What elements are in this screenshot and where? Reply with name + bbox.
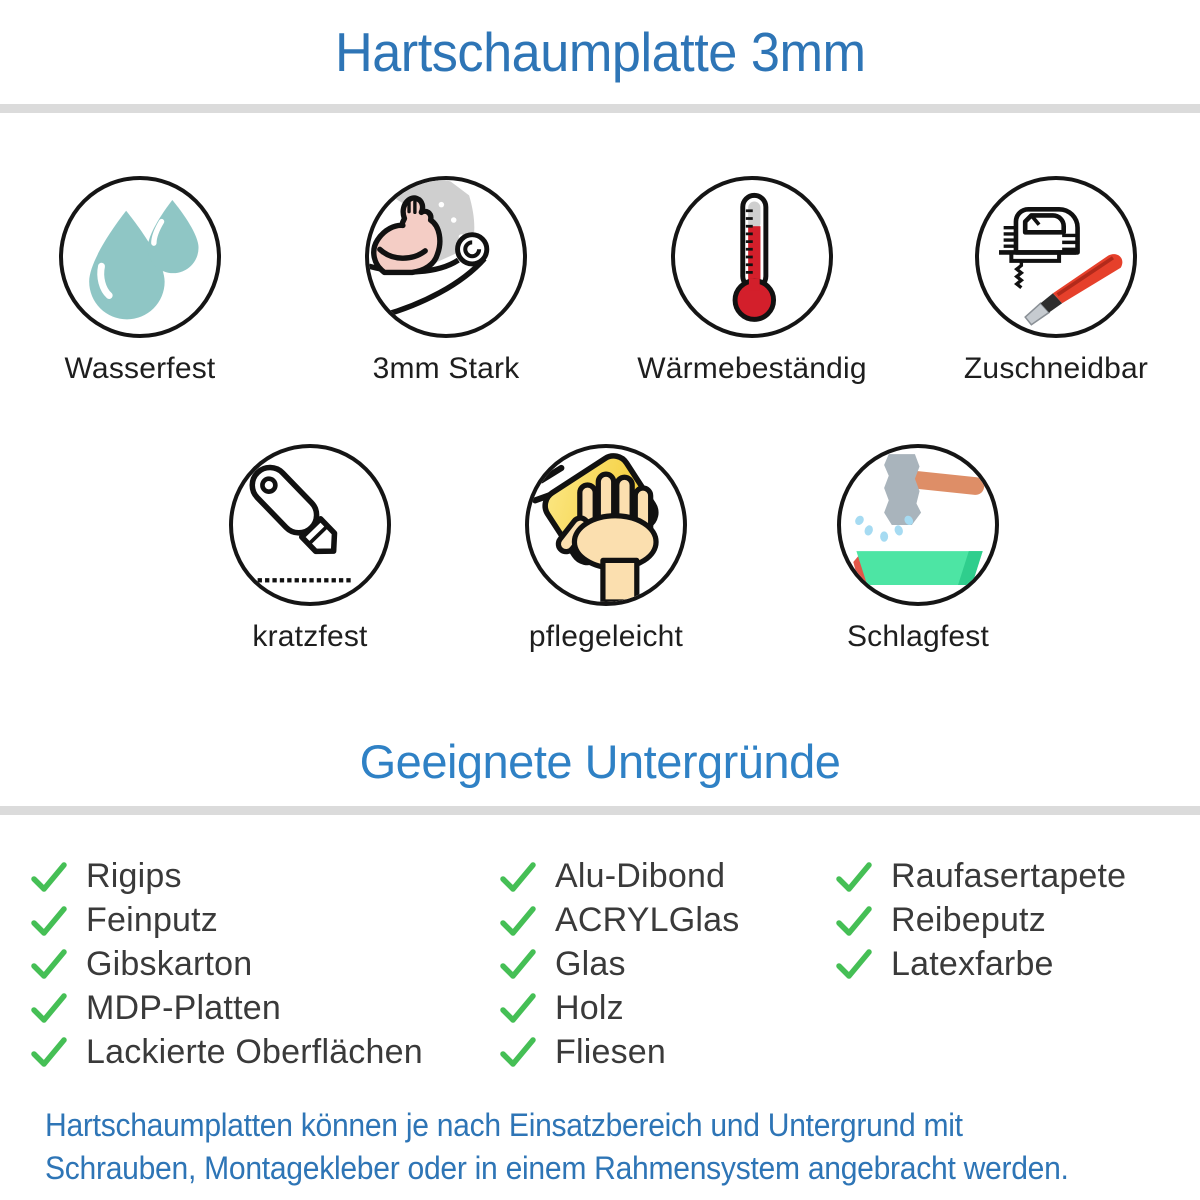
substrate-label: ACRYLGlas <box>555 901 740 940</box>
substrate-label: Lackierte Oberflächen <box>86 1032 423 1071</box>
hammer-impact-icon <box>837 444 999 606</box>
feature-zuschneidbar <box>906 176 1200 386</box>
substrate-label: Latexfarbe <box>891 944 1054 983</box>
list-item <box>833 943 1126 987</box>
feature-label: pflegeleicht <box>528 620 684 653</box>
page-title-text: Hartschaumplatte 3mm <box>334 21 866 83</box>
feature-label: Schlagfest <box>846 620 990 653</box>
feature-wasserfest <box>0 176 290 386</box>
substrate-label: Fliesen <box>555 1032 667 1071</box>
check-icon <box>833 859 875 895</box>
list-item <box>497 943 739 987</box>
feature-waermebestaendig <box>602 176 902 386</box>
utility-knife-icon <box>229 444 391 606</box>
list-item <box>28 1030 423 1074</box>
feature-label: Zuschneidbar <box>963 352 1149 385</box>
thermometer-icon <box>671 176 833 338</box>
check-icon <box>28 990 70 1026</box>
substrate-column-2 <box>497 855 739 1074</box>
list-item <box>833 899 1126 943</box>
substrate-label: Rigips <box>86 857 182 896</box>
substrate-label: Holz <box>555 988 624 1027</box>
jigsaw-and-knife-icon <box>975 176 1137 338</box>
feature-kratzfest <box>160 444 460 654</box>
check-icon <box>28 1034 70 1070</box>
list-item <box>28 986 423 1030</box>
list-item <box>28 855 423 899</box>
substrate-label: Reibeputz <box>891 901 1046 940</box>
substrate-label: Glas <box>555 944 626 983</box>
feature-label: Wasserfest <box>64 352 216 385</box>
footer-line-1: Hartschaumplatten können je nach Einsatzbereich und Untergrund mit <box>45 1107 963 1143</box>
list-item <box>497 855 739 899</box>
strong-arm-icon <box>365 176 527 338</box>
list-item <box>833 855 1126 899</box>
divider-middle <box>0 806 1200 815</box>
feature-label: kratzfest <box>252 620 368 653</box>
feature-schlagfest <box>768 444 1068 654</box>
list-item <box>497 986 739 1030</box>
page-title <box>0 20 1200 84</box>
substrate-label: Gibskarton <box>86 944 253 983</box>
substrate-label: Raufasertapete <box>891 857 1127 896</box>
list-item <box>497 899 739 943</box>
check-icon <box>833 903 875 939</box>
list-item <box>28 899 423 943</box>
list-item <box>497 1030 739 1074</box>
check-icon <box>497 903 539 939</box>
check-icon <box>833 946 875 982</box>
footer-line-2: Schrauben, Montagekleber oder in einem Rahmensystem angebracht werden. <box>45 1150 1069 1186</box>
feature-label: 3mm Stark <box>372 352 520 385</box>
substrate-label: MDP-Platten <box>86 988 281 1027</box>
check-icon <box>28 946 70 982</box>
check-icon <box>497 859 539 895</box>
substrate-label: Alu-Dibond <box>555 857 726 896</box>
check-icon <box>497 1034 539 1070</box>
check-icon <box>497 990 539 1026</box>
divider-top <box>0 104 1200 113</box>
water-drops-icon <box>59 176 221 338</box>
feature-label: Wärmebeständig <box>637 352 867 385</box>
check-icon <box>28 859 70 895</box>
footer-note <box>45 1104 1069 1190</box>
feature-3mm-stark <box>296 176 596 386</box>
substrate-column-1 <box>28 855 423 1074</box>
section-title: Geeignete Untergründe <box>359 735 841 788</box>
check-icon <box>497 946 539 982</box>
list-item <box>28 943 423 987</box>
substrate-label: Feinputz <box>86 901 219 940</box>
cleaning-hand-icon <box>525 444 687 606</box>
substrate-column-3 <box>833 855 1126 986</box>
feature-pflegeleicht <box>456 444 756 654</box>
check-icon <box>28 903 70 939</box>
